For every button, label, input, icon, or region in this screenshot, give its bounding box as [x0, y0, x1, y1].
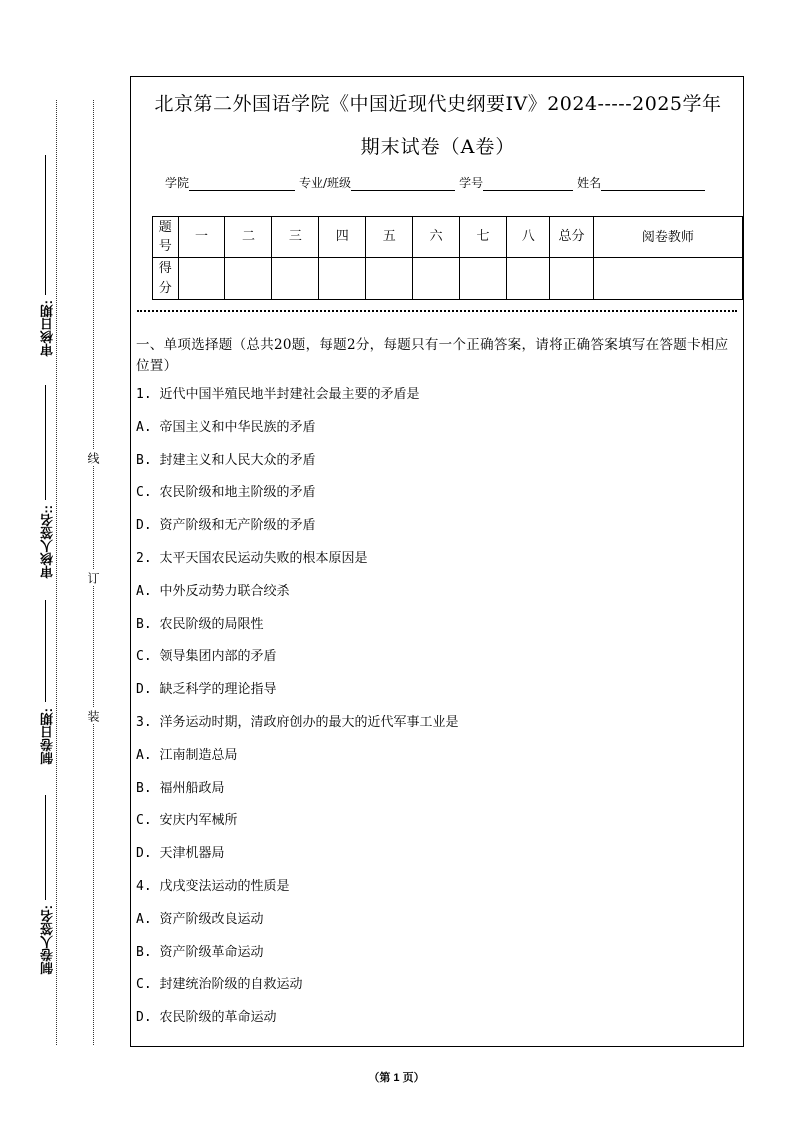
binding-line-char: 线: [86, 452, 100, 464]
score-table: [152, 216, 743, 300]
field-major-label: 专业/班级: [299, 176, 352, 190]
exam-frame: [130, 76, 744, 1047]
score-col-4: 四: [319, 217, 366, 258]
option-item: B. 资产阶级革命运动: [136, 944, 264, 960]
score-cell[interactable]: [225, 258, 272, 300]
score-table-row1-label: 题号: [153, 217, 179, 258]
reviewer-sign-blank[interactable]: [45, 385, 46, 500]
score-col-2: 二: [225, 217, 272, 258]
section-title: 一、单项选择题（总共20题，每题2分，每题只有一个正确答案，请将正确答案填写在答题卡相应位置）: [136, 337, 729, 374]
score-col-grader: 阅卷教师: [593, 217, 742, 258]
score-col-3: 三: [272, 217, 319, 258]
score-col-7: 七: [460, 217, 507, 258]
question-stem: 2. 太平天国农民运动失败的根本原因是: [136, 550, 368, 566]
option-item: A. 帝国主义和中华民族的矛盾: [136, 419, 316, 435]
field-name-label: 姓名: [577, 176, 602, 190]
score-cell[interactable]: [319, 258, 366, 300]
student-info-row: [165, 174, 709, 191]
option-item: D. 农民阶级的革命运动: [136, 1010, 277, 1026]
maker-sign-label: 制卷人签名:: [40, 905, 55, 975]
section-divider: [137, 310, 737, 312]
binding-order-char: 订: [86, 572, 100, 584]
page-number: （第 1 页）: [368, 1072, 425, 1084]
score-cell[interactable]: [272, 258, 319, 300]
score-cell[interactable]: [178, 258, 225, 300]
option-item: C. 农民阶级和地主阶级的矛盾: [136, 485, 316, 501]
field-student-id-blank[interactable]: [483, 178, 573, 191]
score-col-5: 五: [366, 217, 413, 258]
option-item: A. 中外反动势力联合绞杀: [136, 583, 290, 599]
reviewer-date-label: 审核日期:: [40, 300, 55, 357]
score-cell[interactable]: [366, 258, 413, 300]
option-item: C. 领导集团内部的矛盾: [136, 649, 277, 665]
score-cell[interactable]: [413, 258, 460, 300]
option-item: D. 天津机器局: [136, 846, 225, 862]
option-item: A. 江南制造总局: [136, 747, 238, 763]
option-item: C. 安庆内军械所: [136, 813, 238, 829]
question-stem: 4. 戊戌变法运动的性质是: [136, 878, 290, 894]
maker-date-blank[interactable]: [45, 600, 46, 702]
field-college-blank[interactable]: [189, 178, 295, 191]
field-college-label: 学院: [165, 176, 190, 190]
question-stem: 1. 近代中国半殖民地半封建社会最主要的矛盾是: [136, 387, 420, 402]
field-name-blank[interactable]: [601, 178, 705, 191]
field-student-id-label: 学号: [459, 176, 484, 190]
maker-sign-blank[interactable]: [45, 795, 46, 900]
score-col-1: 一: [178, 217, 225, 258]
option-item: B. 封建主义和人民大众的矛盾: [136, 452, 316, 468]
score-col-total: 总分: [550, 217, 593, 258]
score-cell[interactable]: [460, 258, 507, 300]
reviewer-date-blank[interactable]: [45, 155, 46, 295]
exam-title: 北京第二外国语学院《中国近现代史纲要IV》2024-----2025学年: [154, 93, 722, 115]
exam-content: [136, 335, 740, 1044]
score-cell[interactable]: [507, 258, 550, 300]
score-cell[interactable]: [593, 258, 742, 300]
binding-bind-char: 装: [86, 710, 100, 722]
option-item: A. 资产阶级改良运动: [136, 911, 264, 927]
score-col-8: 八: [507, 217, 550, 258]
option-item: B. 福州船政局: [136, 780, 225, 796]
reviewer-sign-label: 审核人签名::: [40, 505, 55, 579]
option-item: C. 封建统治阶级的自救运动: [136, 977, 303, 993]
maker-date-label: 制卷日期:: [40, 708, 55, 765]
score-col-6: 六: [413, 217, 460, 258]
question-stem: 3. 洋务运动时期，清政府创办的最大的近代军事工业是: [136, 714, 459, 730]
option-item: D. 缺乏科学的理论指导: [136, 682, 277, 698]
option-item: B. 农民阶级的局限性: [136, 616, 264, 632]
field-major-blank[interactable]: [351, 178, 455, 191]
option-item: D. 资产阶级和无产阶级的矛盾: [136, 518, 316, 534]
exam-subtitle: 期末试卷（A卷）: [360, 136, 516, 158]
score-table-row2-label: 得分: [153, 258, 179, 300]
score-cell[interactable]: [550, 258, 593, 300]
